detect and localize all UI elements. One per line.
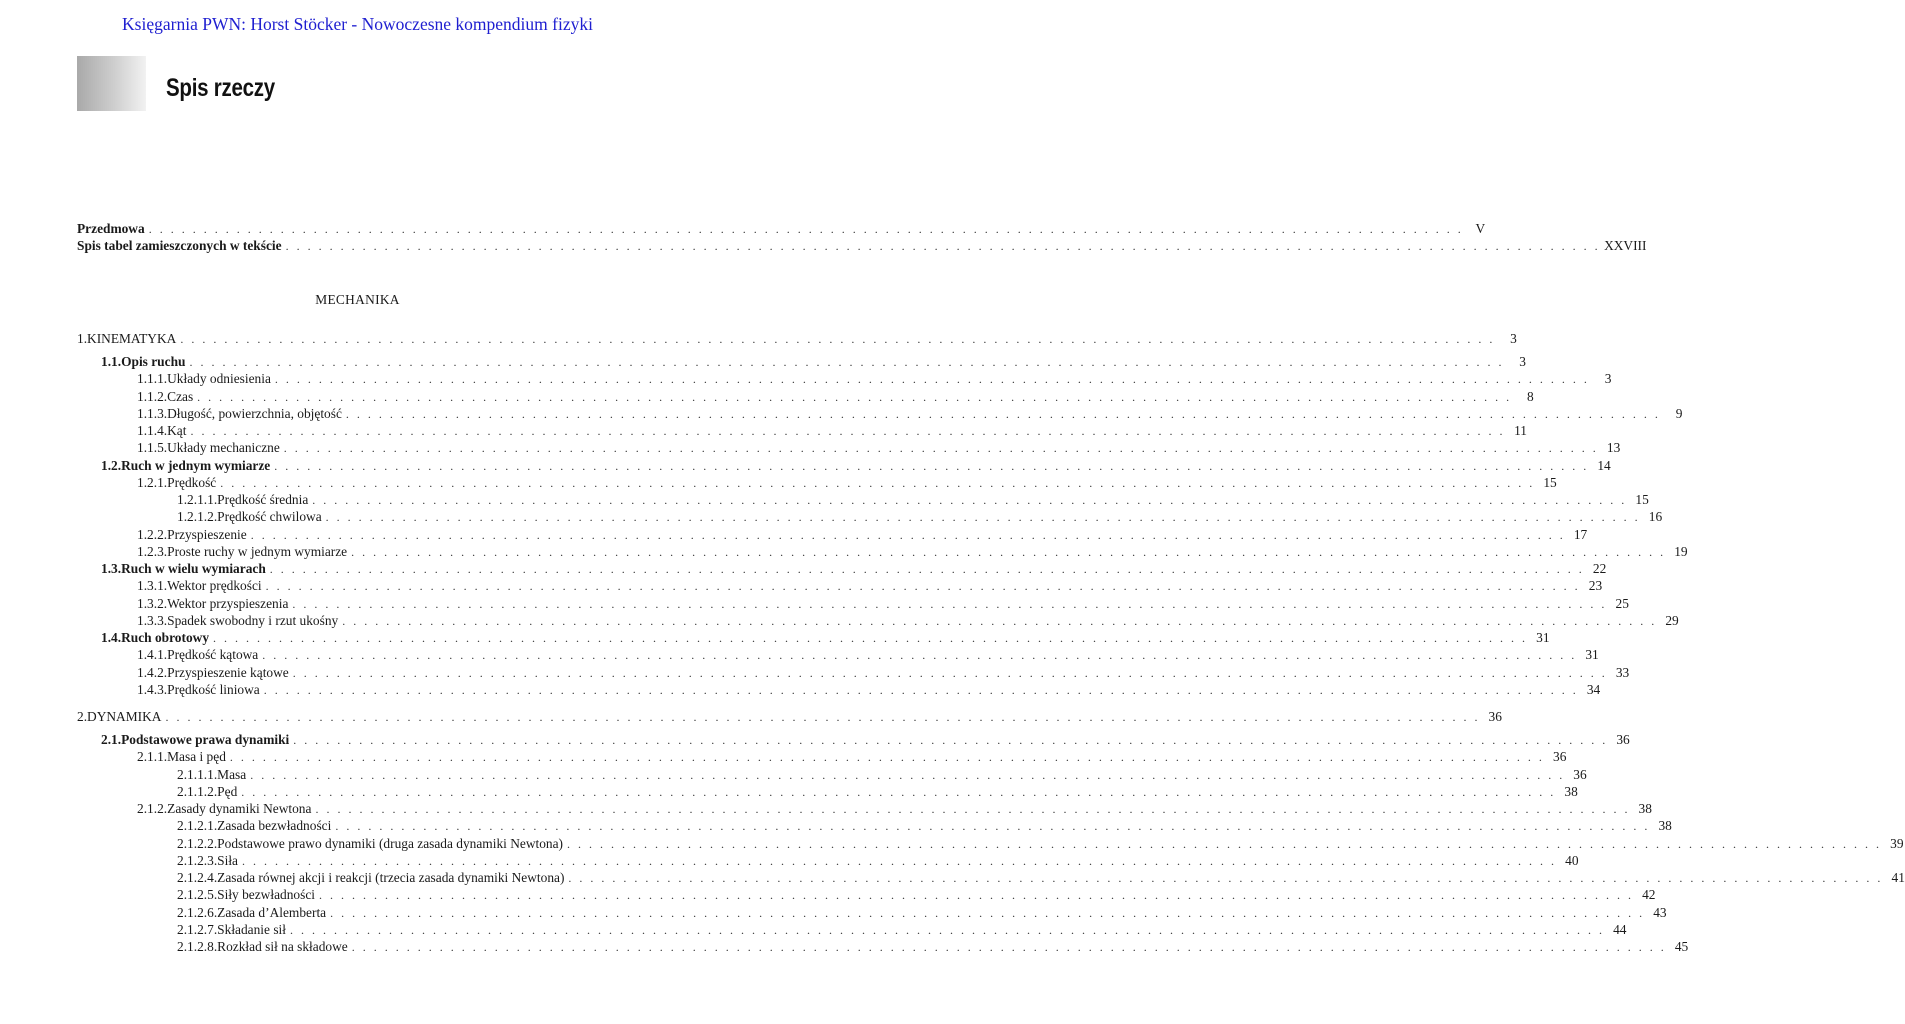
entry-number: 1.1.3. xyxy=(137,405,168,421)
dot-leader: . . . . . . . . . . . . . . . . . . . . . . . . . . . . . . . . . . . . . . . . . . . . . . . . . . . . . . . . . . . . . . . . . . . . . . . . . . . . . . . . . . . . . . . . . . . . . . . . . . . . . . . . . . . . . . . . . . . . . . . . xyxy=(318,888,1634,903)
toc-entry[interactable] xyxy=(137,543,1688,560)
toc-entry[interactable] xyxy=(177,766,1587,783)
dot-leader: . . . . . . . . . . . . . . . . . . . . . . . . . . . . . . . . . . . . . . . . . . . . . . . . . . . . . . . . . . . . . . . . . . . . . . . . . . . . . . . . . . . . . . . . . . . . . . . . . . . . . . . . . . . . . . . . . . . . . . . . xyxy=(229,750,1545,765)
page-number: 33 xyxy=(1615,664,1630,680)
dot-leader: . . . . . . . . . . . . . . . . . . . . . . . . . . . . . . . . . . . . . . . . . . . . . . . . . . . . . . . . . . . . . . . . . . . . . . . . . . . . . . . . . . . . . . . . . . . . . . . . . . . . . . . . . . . . . . . . . . . . . . . . xyxy=(274,458,1589,473)
entry-title: Przyspieszenie xyxy=(167,526,247,542)
page-number: V xyxy=(1475,221,1486,236)
entry-title: Zasada równej akcji i reakcji (trzecia zasada dynamiki Newtona) xyxy=(217,870,565,885)
entry-number: 1. xyxy=(77,331,88,346)
entry-title: Siła xyxy=(217,852,239,868)
dot-leader: . . . . . . . . . . . . . . . . . . . . . . . . . . . . . . . . . . . . . . . . . . . . . . . . . . . . . . . . . . . . . . . . . . . . . . . . . . . . . . . . . . . . . . . . . . . . . . . . . . . . . . . . . . . . . . . . . . . . . . . . xyxy=(189,355,1504,369)
entry-title: Ruch w wielu wymiarach xyxy=(121,561,266,576)
toc-entry[interactable] xyxy=(177,835,1904,852)
toc-entry[interactable] xyxy=(137,388,1534,405)
dot-leader: . . . . . . . . . . . . . . . . . . . . . . . . . . . . . . . . . . . . . . . . . . . . . . . . . . . . . . . . . . . . . . . . . . . . . . . . . . . . . . . . . . . . . . . . . . . . . . . . . . . . . . . . . . . . . . . . . . . . . . . . xyxy=(250,527,1566,542)
entry-title: Proste ruchy w jednym wymiarze xyxy=(167,543,348,559)
entry-number: 2.1.2.4. xyxy=(177,870,218,885)
page-number: 31 xyxy=(1585,647,1599,663)
page-number: 17 xyxy=(1573,526,1588,542)
toc-entry[interactable] xyxy=(137,370,1612,387)
entry-number: 2.1.2.8. xyxy=(177,939,218,954)
toc-entry[interactable] xyxy=(177,938,1689,955)
entry-number: 1.1.1. xyxy=(137,371,168,387)
dot-leader: . . . . . . . . . . . . . . . . . . . . . . . . . . . . . . . . . . . . . . . . . . . . . . . . . . . . . . . . . . . . . . . . . . . . . . . . . . . . . . . . . . . . . . . . . . . . . . . . . . . . . . . . . . . . . . . . . . . . . . . . xyxy=(325,510,1641,525)
entry-title: Podstawowe prawa dynamiki xyxy=(121,732,290,747)
entry-title: Masa i pęd xyxy=(167,749,226,765)
toc-entry[interactable] xyxy=(137,664,1630,681)
dot-leader: . . . . . . . . . . . . . . . . . . . . . . . . . . . . . . . . . . . . . . . . . . . . . . . . . . . . . . . . . . . . . . . . . . . . . . . . . . . . . . . . . . . . . . . . . . . . . . . . . . . . . . . . . . . . . . . . . . . . . . . . xyxy=(197,389,1512,404)
entry-title: Prędkość chwilowa xyxy=(217,509,322,525)
entry-title: Ruch w jednym wymiarze xyxy=(121,457,271,473)
entry-number: 1.3. xyxy=(101,561,122,576)
entry-number: 1.4.3. xyxy=(137,681,168,697)
entry-title: Prędkość xyxy=(167,474,217,490)
toc-entry[interactable] xyxy=(137,526,1588,543)
toc-entry[interactable] xyxy=(137,595,1629,612)
page-number: 11 xyxy=(1514,423,1527,438)
page-number: 23 xyxy=(1588,578,1603,594)
toc-entry[interactable] xyxy=(137,577,1603,594)
entry-number: 1.4. xyxy=(101,630,122,645)
entry-title: KINEMATYKA xyxy=(87,331,177,346)
entry-number: 1.4.2. xyxy=(137,664,168,680)
dot-leader: . . . . . . . . . . . . . . . . . . . . . . . . . . . . . . . . . . . . . . . . . . . . . . . . . . . . . . . . . . . . . . . . . . . . . . . . . . . . . . . . . . . . . . . . . . . . . . . . . . . . . . . . . . . . . . . . . . . . . . . . xyxy=(342,613,1657,628)
entry-title: Długość, powierzchnia, objętość xyxy=(167,405,342,421)
page-number: 42 xyxy=(1642,887,1656,903)
page-number: 15 xyxy=(1543,474,1557,490)
toc-entry[interactable] xyxy=(77,330,1517,347)
entry-number: 2.1.1. xyxy=(137,749,168,765)
dot-leader: . . . . . . . . . . . . . . . . . . . . . . . . . . . . . . . . . . . . . . . . . . . . . . . . . . . . . . . . . . . . . . . . . . . . . . . . . . . . . . . . . . . . . . . . . . . . . . . . . . . . . . . . . . . . . . . . . . . . . . . . xyxy=(335,819,1650,834)
dot-leader: . . . . . . . . . . . . . . . . . . . . . . . . . . . . . . . . . . . . . . . . . . . . . . . . . . . . . . . . . . . . . . . . . . . . . . . . . . . . . . . . . . . . . . . . . . . . . . . . . . . . . . . . . . . . . . . . . . . . . . . . xyxy=(315,802,1630,816)
toc-entry[interactable] xyxy=(101,560,1607,577)
dot-leader: . . . . . . . . . . . . . . . . . . . . . . . . . . . . . . . . . . . . . . . . . . . . . . . . . . . . . . . . . . . . . . . . . . . . . . . . . . . . . . . . . . . . . . . . . . . . . . . . . . . . . . . . . . . . . . . . . . . . . . . . xyxy=(265,579,1581,594)
page-number: 45 xyxy=(1674,939,1689,954)
toc-entry[interactable] xyxy=(177,817,1672,834)
page-number: 40 xyxy=(1565,852,1579,868)
toc-entry[interactable] xyxy=(177,783,1578,800)
dot-leader: . . . . . . . . . . . . . . . . . . . . . . . . . . . . . . . . . . . . . . . . . . . . . . . . . . . . . . . . . . . . . . . . . . . . . . . . . . . . . . . . . . . . . . . . . . . . . . . . . . . . . . . . . . . . . . . . . . . . . . . . xyxy=(293,733,1608,747)
entry-title: DYNAMIKA xyxy=(87,709,162,724)
entry-title: Czas xyxy=(167,388,194,404)
dot-leader: . . . . . . . . . . . . . . . . . . . . . . . . . . . . . . . . . . . . . . . . . . . . . . . . . . . . . . . . . . . . . . . . . . . . . . . . . . . . . . . . . . . . . . . . . . . . . . . . . . . . . . . . . . . . . . . . . . . . . . . . xyxy=(292,596,1607,611)
entry-number: 2.1.2.1. xyxy=(177,818,218,834)
page-number: XXVIII xyxy=(1604,238,1647,253)
dot-leader: . . . . . . . . . . . . . . . . . . . . . . . . . . . . . . . . . . . . . . . . . . . . . . . . . . . . . . . . . . . . . . . . . . . . . . . . . . . . . . . . . . . . . . . . . . . . . . . . . . . . . . . . . . . . . . . . . . . . . . . . xyxy=(263,682,1579,697)
entry-number: 2.1.2.2. xyxy=(177,835,218,851)
toc-entry[interactable] xyxy=(101,731,1630,748)
entry-title: Rozkład sił na składowe xyxy=(217,939,348,954)
entry-number: 1.2.2. xyxy=(137,526,168,542)
entry-title: Ruch obrotowy xyxy=(121,630,210,645)
page-title: Spis rzeczy xyxy=(166,74,275,102)
entry-number: 2.1. xyxy=(101,732,122,747)
entry-number: 1.3.3. xyxy=(137,612,168,628)
dot-leader: . . . . . . . . . . . . . . . . . . . . . . . . . . . . . . . . . . . . . . . . . . . . . . . . . . . . . . . . . . . . . . . . . . . . . . . . . . . . . . . . . . . . . . . . . . . . . . . . . . . . . . . . . . . . . . . . . . . . . . . . xyxy=(274,372,1590,387)
entry-title: Spadek swobodny i rzut ukośny xyxy=(167,612,339,628)
dot-leader: . . . . . . . . . . . . . . . . . . . . . . . . . . . . . . . . . . . . . . . . . . . . . . . . . . . . . . . . . . . . . . . . . . . . . . . . . . . . . . . . . . . . . . . . . . . . . . . . . . . . . . . . . . . . . . . . . . . . . . . . xyxy=(242,853,1557,868)
entry-title: Wektor prędkości xyxy=(167,578,262,594)
toc-entry[interactable] xyxy=(137,800,1652,817)
entry-number: 2.1.2. xyxy=(137,801,168,816)
dot-leader: . . . . . . . . . . . . . . . . . . . . . . . . . . . . . . . . . . . . . . . . . . . . . . . . . . . . . . . . . . . . . . . . . . . . . . . . . . . . . . . . . . . . . . . . . . . . . . . . . . . . . . . . . . . . . . . . . . . . . . . . xyxy=(241,784,1556,799)
toc-entry[interactable] xyxy=(137,748,1567,765)
entry-number: 1.2.1.2. xyxy=(177,509,218,525)
entry-title: Układy mechaniczne xyxy=(167,440,280,456)
dot-leader: . . . . . . . . . . . . . . . . . . . . . . . . . . . . . . . . . . . . . . . . . . . . . . . . . . . . . . . . . . . . . . . . . . . . . . . . . . . . . . . . . . . . . . . . . . . . . . . . . . . . . . . . . . . . . . . . . . . . . . . . xyxy=(262,648,1577,663)
page-number: 29 xyxy=(1665,612,1679,628)
chapter-decoration xyxy=(77,56,146,111)
entry-title: Spis tabel zamieszczonych w tekście xyxy=(77,238,282,253)
entry-number: 1.1.4. xyxy=(137,423,168,438)
toc-entry[interactable] xyxy=(137,612,1679,629)
toc-entry[interactable] xyxy=(137,405,1683,422)
page-number: 41 xyxy=(1891,870,1905,885)
entry-title: Przyspieszenie kątowe xyxy=(167,664,289,680)
toc-entry[interactable] xyxy=(137,439,1621,456)
entry-number: 2.1.2.7. xyxy=(177,921,218,937)
page-number: 8 xyxy=(1526,388,1534,404)
toc-entry[interactable] xyxy=(177,921,1627,938)
entry-number: 1.1.5. xyxy=(137,440,168,456)
page-number: 36 xyxy=(1616,732,1630,747)
toc-entry[interactable] xyxy=(137,681,1601,698)
page-number: 3 xyxy=(1604,371,1612,387)
dot-leader: . . . . . . . . . . . . . . . . . . . . . . . . . . . . . . . . . . . . . . . . . . . . . . . . . . . . . . . . . . . . . . . . . . . . . . . . . . . . . . . . . . . . . . . . . . . . . . . . . . . . . . . . . . . . . . . . . . . . . . . . xyxy=(312,493,1627,507)
entry-title: Wektor przyspieszenia xyxy=(167,595,289,611)
entry-title: Siły bezwładności xyxy=(217,887,315,903)
entry-number: 1.2.1. xyxy=(137,474,168,490)
page-number: 22 xyxy=(1592,561,1607,576)
page-number: 15 xyxy=(1635,492,1649,507)
toc-entry[interactable] xyxy=(177,491,1649,508)
entry-title: Układy odniesienia xyxy=(167,371,271,387)
entry-title: Prędkość średnia xyxy=(217,492,309,507)
entry-number: 1.1. xyxy=(101,354,122,369)
dot-leader: . . . . . . . . . . . . . . . . . . . . . . . . . . . . . . . . . . . . . . . . . . . . . . . . . . . . . . . . . . . . . . . . . . . . . . . . . . . . . . . . . . . . . . . . . . . . . . . . . . . . . . . . . . . . . . . . . . . . . . . . xyxy=(330,905,1645,920)
entry-title: Zasada d’Alemberta xyxy=(217,904,327,920)
dot-leader: . . . . . . . . . . . . . . . . . . . . . . . . . . . . . . . . . . . . . . . . . . . . . . . . . . . . . . . . . . . . . . . . . . . . . . . . . . . . . . . . . . . . . . . . . . . . . . . . . . . . . . . . . . . . . . . . . . . . . . . . xyxy=(180,332,1495,346)
entry-title: Podstawowe prawo dynamiki (druga zasada dynamiki Newtona) xyxy=(217,835,564,851)
dot-leader: . . . . . . . . . . . . . . . . . . . . . . . . . . . . . . . . . . . . . . . . . . . . . . . . . . . . . . . . . . . . . . . . . . . . . . . . . . . . . . . . . . . . . . . . . . . . . . . . . . . . . . . . . . . . . . . . . . . . . . . . xyxy=(190,424,1505,438)
page-number: 31 xyxy=(1536,630,1550,645)
entry-number: 1.1.2. xyxy=(137,388,168,404)
entry-title: Pęd xyxy=(217,783,238,799)
page-number: 25 xyxy=(1615,595,1629,611)
dot-leader: . . . . . . . . . . . . . . . . . . . . . . . . . . . . . . . . . . . . . . . . . . . . . . . . . . . . . . . . . . . . . . . . . . . . . . . . . . . . . . . . . . . . . . . . . . . . . . . . . . . . . . . . . . . . . . . . . . . . . . . . xyxy=(345,406,1661,421)
toc-entry[interactable] xyxy=(177,508,1663,525)
toc-entry[interactable] xyxy=(101,457,1611,474)
page-number: 44 xyxy=(1613,921,1627,937)
entry-number: 2.1.2.3. xyxy=(177,852,218,868)
page-number: 36 xyxy=(1553,749,1567,765)
page-number: 43 xyxy=(1653,904,1667,920)
entry-number: 1.4.1. xyxy=(137,647,168,663)
dot-leader: . . . . . . . . . . . . . . . . . . . . . . . . . . . . . . . . . . . . . . . . . . . . . . . . . . . . . . . . . . . . . . . . . . . . . . . . . . . . . . . . . . . . . . . . . . . . . . . . . . . . . . . . . . . . . . . . . . . . . . . . xyxy=(148,222,1464,236)
page-number: 19 xyxy=(1674,543,1688,559)
entry-title: Składanie sił xyxy=(217,921,286,937)
toc-entry[interactable] xyxy=(177,886,1656,903)
page-number: 36 xyxy=(1488,709,1502,724)
toc-entry[interactable] xyxy=(101,353,1526,370)
entry-title: Zasada bezwładności xyxy=(217,818,332,834)
page-number: 38 xyxy=(1638,801,1652,816)
dot-leader: . . . . . . . . . . . . . . . . . . . . . . . . . . . . . . . . . . . . . . . . . . . . . . . . . . . . . . . . . . . . . . . . . . . . . . . . . . . . . . . . . . . . . . . . . . . . . . . . . . . . . . . . . . . . . . . . . . . . . . . . xyxy=(351,544,1666,559)
dot-leader: . . . . . . . . . . . . . . . . . . . . . . . . . . . . . . . . . . . . . . . . . . . . . . . . . . . . . . . . . . . . . . . . . . . . . . . . . . . . . . . . . . . . . . . . . . . . . . . . . . . . . . . . . . . . . . . . . . . . . . . . xyxy=(269,562,1585,576)
page-number: 16 xyxy=(1648,509,1663,525)
toc-entry[interactable] xyxy=(177,852,1579,869)
page-number: 14 xyxy=(1597,457,1611,473)
dot-leader: . . . . . . . . . . . . . . . . . . . . . . . . . . . . . . . . . . . . . . . . . . . . . . . . . . . . . . . . . . . . . . . . . . . . . . . . . . . . . . . . . . . . . . . . . . . . . . . . . . . . . . . . . . . . . . . . . . . . . . . . xyxy=(289,922,1605,937)
entry-number: 2. xyxy=(77,709,88,724)
dot-leader: . . . . . . . . . . . . . . . . . . . . . . . . . . . . . . . . . . . . . . . . . . . . . . . . . . . . . . . . . . . . . . . . . . . . . . . . . . . . . . . . . . . . . . . . . . . . . . . . . . . . . . . . . . . . . . . . . . . . . . . . xyxy=(285,239,1601,253)
entry-title: Masa xyxy=(217,766,247,782)
dot-leader: . . . . . . . . . . . . . . . . . . . . . . . . . . . . . . . . . . . . . . . . . . . . . . . . . . . . . . . . . . . . . . . . . . . . . . . . . . . . . . . . . . . . . . . . . . . . . . . . . . . . . . . . . . . . . . . . . . . . . . . . xyxy=(351,940,1667,954)
entry-number: 1.3.2. xyxy=(137,595,168,611)
dot-leader: . . . . . . . . . . . . . . . . . . . . . . . . . . . . . . . . . . . . . . . . . . . . . . . . . . . . . . . . . . . . . . . . . . . . . . . . . . . . . . . . . . . . . . . . . . . . . . . . . . . . . . . . . . . . . . . . . . . . . . . . xyxy=(220,475,1535,490)
page-number: 39 xyxy=(1890,835,1904,851)
page-number: 3 xyxy=(1510,331,1517,346)
toc-front-entry[interactable] xyxy=(77,220,1486,237)
entry-title: Opis ruchu xyxy=(121,354,186,369)
entry-number: 1.2.3. xyxy=(137,543,168,559)
entry-number: 2.1.1.1. xyxy=(177,766,218,782)
toc-entry[interactable] xyxy=(177,869,1905,886)
section-title: MECHANIKA xyxy=(315,292,400,307)
entry-number: 1.2. xyxy=(101,457,122,473)
toc-front-entry[interactable] xyxy=(77,237,1647,254)
dot-leader: . . . . . . . . . . . . . . . . . . . . . . . . . . . . . . . . . . . . . . . . . . . . . . . . . . . . . . . . . . . . . . . . . . . . . . . . . . . . . . . . . . . . . . . . . . . . . . . . . . . . . . . . . . . . . . . . . . . . . . . . xyxy=(165,710,1480,724)
page-number: 38 xyxy=(1658,818,1672,834)
entry-number: 2.1.2.5. xyxy=(177,887,218,903)
page-number: 34 xyxy=(1586,681,1601,697)
entry-title: Zasady dynamiki Newtona xyxy=(167,801,312,816)
dot-leader: . . . . . . . . . . . . . . . . . . . . . . . . . . . . . . . . . . . . . . . . . . . . . . . . . . . . . . . . . . . . . . . . . . . . . . . . . . . . . . . . . . . . . . . . . . . . . . . . . . . . . . . . . . . . . . . . . . . . . . . . xyxy=(567,836,1882,851)
dot-leader: . . . . . . . . . . . . . . . . . . . . . . . . . . . . . . . . . . . . . . . . . . . . . . . . . . . . . . . . . . . . . . . . . . . . . . . . . . . . . . . . . . . . . . . . . . . . . . . . . . . . . . . . . . . . . . . . . . . . . . . . xyxy=(213,631,1528,645)
dot-leader: . . . . . . . . . . . . . . . . . . . . . . . . . . . . . . . . . . . . . . . . . . . . . . . . . . . . . . . . . . . . . . . . . . . . . . . . . . . . . . . . . . . . . . . . . . . . . . . . . . . . . . . . . . . . . . . . . . . . . . . . xyxy=(250,767,1565,782)
entry-title: Przedmowa xyxy=(77,221,145,236)
dot-leader: . . . . . . . . . . . . . . . . . . . . . . . . . . . . . . . . . . . . . . . . . . . . . . . . . . . . . . . . . . . . . . . . . . . . . . . . . . . . . . . . . . . . . . . . . . . . . . . . . . . . . . . . . . . . . . . . . . . . . . . . xyxy=(568,871,1883,885)
entry-title: Prędkość kątowa xyxy=(167,647,259,663)
toc-entry[interactable] xyxy=(137,474,1557,491)
page-number: 36 xyxy=(1573,766,1587,782)
entry-title: Kąt xyxy=(167,423,187,438)
toc-entry[interactable] xyxy=(77,708,1502,725)
entry-number: 1.3.1. xyxy=(137,578,168,594)
toc-entry[interactable] xyxy=(137,646,1599,663)
toc-entry[interactable] xyxy=(101,629,1550,646)
entry-number: 2.1.2.6. xyxy=(177,904,218,920)
dot-leader: . . . . . . . . . . . . . . . . . . . . . . . . . . . . . . . . . . . . . . . . . . . . . . . . . . . . . . . . . . . . . . . . . . . . . . . . . . . . . . . . . . . . . . . . . . . . . . . . . . . . . . . . . . . . . . . . . . . . . . . . xyxy=(283,441,1599,456)
page-number: 38 xyxy=(1564,783,1578,799)
dot-leader: . . . . . . . . . . . . . . . . . . . . . . . . . . . . . . . . . . . . . . . . . . . . . . . . . . . . . . . . . . . . . . . . . . . . . . . . . . . . . . . . . . . . . . . . . . . . . . . . . . . . . . . . . . . . . . . . . . . . . . . . xyxy=(292,665,1608,680)
toc-entry[interactable] xyxy=(177,904,1667,921)
entry-number: 2.1.1.2. xyxy=(177,783,218,799)
entry-title: Prędkość liniowa xyxy=(167,681,260,697)
page-number: 9 xyxy=(1675,405,1683,421)
page-number: 13 xyxy=(1606,440,1621,456)
page-number: 3 xyxy=(1519,354,1526,369)
book-title-banner[interactable]: Księgarnia PWN: Horst Stöcker - Nowoczesne kompendium fizyki xyxy=(122,14,593,34)
toc-entry[interactable] xyxy=(137,422,1527,439)
entry-number: 1.2.1.1. xyxy=(177,492,218,507)
